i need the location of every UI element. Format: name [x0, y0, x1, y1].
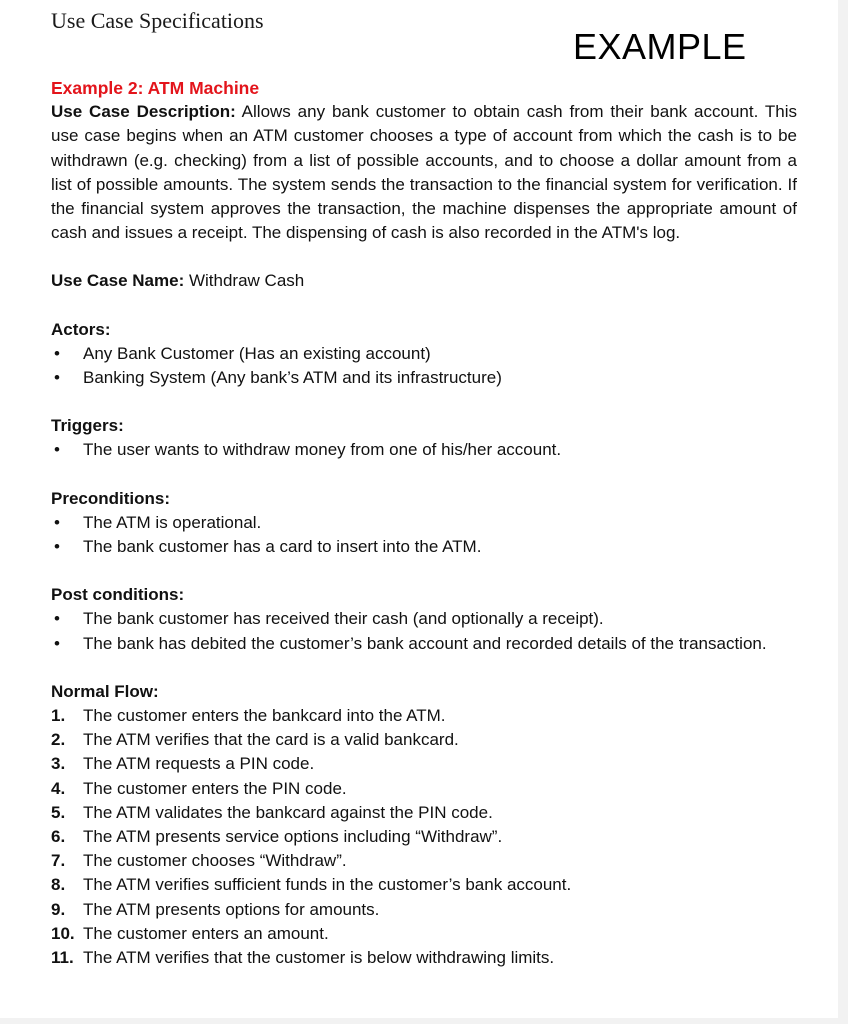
- use-case-name-value: Withdraw Cash: [184, 271, 305, 291]
- description-text: Allows any bank customer to obtain cash from their bank account. This use case begins when an ATM customer chooses a type of account from which the cash is to be withdrawn (e.g. checking) from a list of possible accounts, and to choose a dollar amount from a list of possible amounts. The system sends the transaction to the financial system for verification. If the financial system approves the transaction, the machine dispenses the appropriate amount of cash and issues a receipt. The dispensing of cash is also recorded in the ATM's log.: [51, 102, 797, 243]
- preconditions-section: [51, 487, 797, 560]
- example-heading: Example 2: ATM Machine: [51, 78, 260, 98]
- page-header-title: Use Case Specifications: [51, 8, 264, 33]
- list-item: • The user wants to withdraw money from one of his/her account.: [51, 438, 797, 462]
- bullet-icon: •: [54, 440, 60, 460]
- flow-step: 7. The customer chooses “Withdraw”.: [51, 851, 347, 871]
- bullet-icon: •: [54, 633, 60, 653]
- use-case-name: [51, 269, 797, 293]
- document-content: [51, 76, 797, 970]
- triggers-heading: Triggers:: [51, 416, 124, 436]
- list-item: • The bank has debited the customer’s bank account and recorded details of the transaction.: [51, 632, 797, 656]
- flow-step: 5. The ATM validates the bankcard against the PIN code.: [51, 802, 493, 822]
- list-item: • The ATM is operational.: [51, 511, 797, 535]
- flow-step: 8. The ATM verifies sufficient funds in the customer’s bank account.: [51, 875, 572, 895]
- postconditions-section: [51, 583, 797, 656]
- actors-heading: Actors:: [51, 319, 111, 339]
- flow-step: 10. The customer enters an amount.: [51, 923, 329, 943]
- preconditions-list: [51, 511, 797, 559]
- actors-section: [51, 318, 797, 391]
- bullet-icon: •: [54, 343, 60, 363]
- flow-step: 6. The ATM presents service options including “Withdraw”.: [51, 827, 503, 847]
- postconditions-list: [51, 607, 797, 655]
- use-case-description: [51, 100, 797, 245]
- flow-step: 2. The ATM verifies that the card is a valid bankcard.: [51, 730, 459, 750]
- description-label: Use Case Description:: [51, 102, 236, 122]
- flow-step: 4. The customer enters the PIN code.: [51, 778, 347, 798]
- flow-step: 1. The customer enters the bankcard into the ATM.: [51, 706, 446, 726]
- list-item: • The bank customer has received their cash (and optionally a receipt).: [51, 607, 797, 631]
- normal-flow-heading: Normal Flow:: [51, 681, 159, 701]
- flow-step: 9. The ATM presents options for amounts.: [51, 899, 380, 919]
- use-case-name-label: Use Case Name:: [51, 271, 185, 291]
- bullet-icon: •: [54, 368, 60, 388]
- bullet-icon: •: [54, 609, 60, 629]
- triggers-list: [51, 438, 797, 462]
- flow-step: 11. The ATM verifies that the customer is below withdrawing limits.: [51, 948, 555, 968]
- triggers-section: [51, 414, 797, 462]
- postconditions-heading: Post conditions:: [51, 585, 185, 605]
- normal-flow-list: [51, 704, 797, 970]
- actors-list: [51, 342, 797, 390]
- flow-step: 3. The ATM requests a PIN code.: [51, 754, 315, 774]
- bullet-icon: •: [54, 537, 60, 557]
- normal-flow-section: [51, 680, 797, 970]
- preconditions-heading: Preconditions:: [51, 488, 171, 508]
- example-label: EXAMPLE: [573, 26, 747, 67]
- bullet-icon: •: [54, 512, 60, 532]
- list-item: • The bank customer has a card to insert into the ATM.: [51, 535, 797, 559]
- list-item: • Any Bank Customer (Has an existing account): [51, 342, 797, 366]
- list-item: • Banking System (Any bank’s ATM and its infrastructure): [51, 366, 797, 390]
